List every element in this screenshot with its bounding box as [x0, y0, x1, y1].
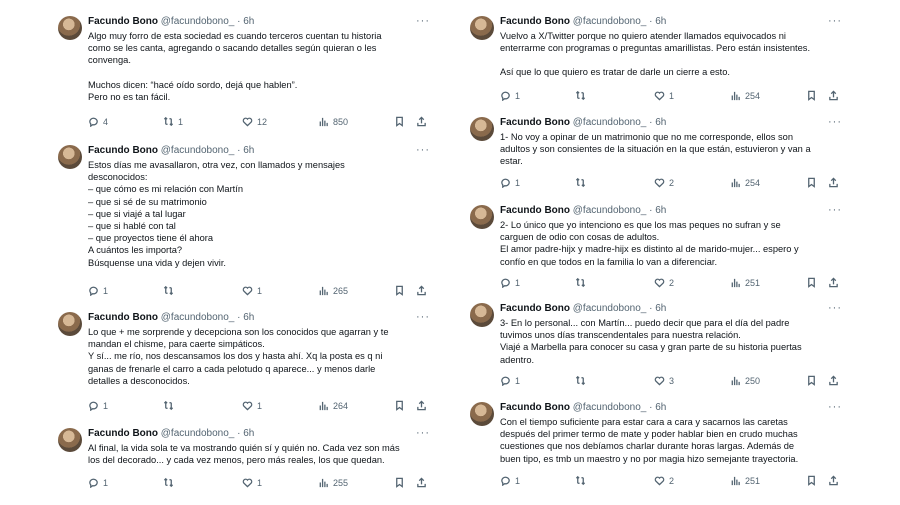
avatar[interactable]	[58, 145, 82, 169]
author-handle[interactable]: @facundobono_	[160, 16, 235, 27]
share-icon	[828, 375, 839, 388]
more-options-icon[interactable]: ···	[416, 311, 430, 323]
tweet-line: ganas de frenarle el carro a cada pelotudo q aparece... y menos darle	[88, 363, 376, 374]
tweet-line: 1- No voy a opinar de un matrimonio que no me corresponde, ellos son	[500, 132, 794, 142]
more-options-icon[interactable]: ···	[828, 302, 842, 314]
timestamp[interactable]: 6h	[243, 428, 255, 439]
retweet-icon	[575, 475, 586, 488]
views-button[interactable]	[318, 284, 348, 298]
views-icon	[730, 177, 741, 190]
tweet-actions	[500, 374, 840, 388]
heart-icon	[654, 90, 665, 103]
tweet-line: Muchos dicen: “hacé oído sordo, dejá que hablen”.	[88, 79, 298, 90]
tweet-line: tuvimos unos días transcendentales para nuestra relación.	[500, 330, 741, 341]
tweet-line: – que si hablé con tal	[88, 221, 176, 232]
tweet-line: Viajé a Marbella para conocer su casa y gran parte de su historia puertas	[500, 342, 802, 353]
retweet-button[interactable]	[575, 374, 590, 388]
tweet-line: desconocidos:	[88, 172, 148, 183]
paragraph-gap	[88, 67, 406, 79]
retweet-button[interactable]	[575, 176, 590, 190]
views-icon	[730, 277, 741, 290]
heart-icon	[242, 285, 253, 298]
tweet-actions	[500, 176, 840, 190]
views-icon	[730, 475, 741, 488]
more-options-icon[interactable]: ···	[828, 116, 842, 128]
reply-icon	[500, 475, 511, 488]
tweet-actions	[88, 115, 428, 129]
share-button[interactable]	[828, 176, 839, 190]
tweet-line: Y sí... me río, nos descansamos los dos y hasta ahí. Xq la posta es q ni	[88, 351, 383, 362]
tweet-text	[88, 159, 406, 269]
avatar[interactable]	[470, 303, 494, 327]
views-button[interactable]	[730, 474, 760, 488]
timestamp[interactable]: 6h	[655, 402, 667, 413]
reply-button-count: 1	[515, 476, 521, 486]
views-button[interactable]	[730, 89, 760, 103]
like-button[interactable]	[242, 115, 267, 129]
tweet-header	[500, 303, 666, 317]
reply-button-count: 1	[515, 178, 521, 188]
share-button[interactable]	[828, 474, 839, 488]
like-button-count: 1	[257, 478, 263, 488]
heart-icon	[654, 475, 665, 488]
tweet-actions	[500, 89, 840, 103]
heart-icon	[654, 375, 665, 388]
author-name[interactable]: Facundo Bono	[88, 312, 158, 323]
views-icon	[730, 90, 741, 103]
views-icon	[318, 477, 329, 490]
tweet-line: después del primer termo de mate y poder hablar bien en crudo muchas	[500, 429, 798, 440]
tweet-line: Lo que + me sorprende y decepciona son los conocidos que agarran y te	[88, 327, 389, 337]
author-handle[interactable]: @facundobono_	[572, 16, 647, 27]
reply-button[interactable]	[500, 176, 520, 190]
more-options-icon[interactable]: ···	[416, 427, 430, 439]
tweet-line: mandan el chisme, para caerte simpáticos.	[88, 339, 265, 350]
like-button[interactable]	[654, 176, 674, 190]
tweet-actions	[88, 399, 428, 413]
avatar[interactable]	[58, 428, 82, 452]
tweet-line: adentro.	[500, 354, 535, 365]
like-button-count: 1	[669, 91, 675, 101]
reply-button[interactable]	[88, 115, 108, 129]
like-button-count: 2	[669, 476, 675, 486]
reply-button[interactable]	[88, 284, 108, 298]
share-icon	[416, 116, 427, 129]
reply-button[interactable]	[500, 474, 520, 488]
timestamp[interactable]: 6h	[655, 205, 667, 216]
reply-button-count: 4	[103, 117, 109, 127]
author-name[interactable]: Facundo Bono	[88, 145, 158, 156]
separator: ·	[646, 402, 656, 413]
more-options-icon[interactable]: ···	[828, 204, 842, 216]
tweet-text	[88, 442, 406, 466]
retweet-button-count: 1	[178, 117, 184, 127]
views-button[interactable]	[730, 276, 760, 290]
like-button-count: 12	[257, 117, 268, 127]
author-name[interactable]: Facundo Bono	[500, 303, 570, 314]
tweet-line: El amor padre-hijx y madre-hijx es distinto al de marido-mujer... espero y	[500, 244, 799, 255]
retweet-icon	[575, 177, 586, 190]
tweet-line: carguen de odio con cosas de adultos.	[500, 232, 660, 243]
like-button[interactable]	[654, 276, 674, 290]
heart-icon	[654, 177, 665, 190]
bookmark-icon	[394, 477, 405, 490]
paragraph-gap	[500, 54, 818, 66]
bookmark-button[interactable]	[394, 115, 405, 129]
retweet-button[interactable]	[163, 284, 178, 298]
retweet-icon	[575, 90, 586, 103]
reply-button-count: 1	[103, 401, 109, 411]
share-icon	[828, 90, 839, 103]
like-button[interactable]	[654, 474, 674, 488]
tweet-line: detalles a desconocidos.	[88, 375, 190, 386]
tweet-text	[500, 416, 818, 465]
views-icon	[730, 375, 741, 388]
tweet-header	[88, 428, 254, 442]
tweet-line: los del decorado... y cada vez menos, pero más reales, los que quedan.	[88, 455, 385, 466]
author-handle[interactable]: @facundobono_	[160, 428, 235, 439]
author-handle[interactable]: @facundobono_	[572, 402, 647, 413]
tweet-text	[500, 219, 818, 268]
tweet-line: – que cómo es mi relación con Martín	[88, 184, 244, 195]
tweet-text	[88, 326, 406, 387]
tweet-line: – que proyectos tiene él ahora	[88, 233, 214, 244]
like-button-count: 2	[669, 178, 675, 188]
timestamp[interactable]: 6h	[243, 312, 255, 323]
tweet-text	[88, 30, 406, 103]
separator: ·	[646, 16, 656, 27]
bookmark-icon	[806, 375, 817, 388]
bookmark-button[interactable]	[806, 276, 817, 290]
timestamp[interactable]: 6h	[243, 16, 255, 27]
retweet-icon	[163, 477, 174, 490]
like-button-count: 1	[257, 286, 263, 296]
reply-icon	[500, 277, 511, 290]
bookmark-icon	[806, 277, 817, 290]
bookmark-button[interactable]	[806, 89, 817, 103]
like-button[interactable]	[242, 284, 262, 298]
tweet-header	[500, 205, 666, 219]
bookmark-icon	[394, 116, 405, 129]
views-button-count: 254	[745, 178, 761, 188]
bookmark-icon	[806, 90, 817, 103]
tweet-line: Así que lo que quiero es tratar de darle un cierre a esto.	[500, 67, 730, 78]
avatar[interactable]	[58, 16, 82, 40]
like-button-count: 3	[669, 376, 675, 386]
heart-icon	[242, 116, 253, 129]
timestamp[interactable]: 6h	[655, 16, 667, 27]
views-button-count: 251	[745, 476, 761, 486]
share-button[interactable]	[828, 276, 839, 290]
tweet-text	[500, 131, 818, 168]
reply-icon	[88, 116, 99, 129]
tweet-line: Con el tiempo suficiente para estar cara a cara y sacarnos las caretas	[500, 417, 788, 427]
like-button-count: 2	[669, 278, 675, 288]
retweet-icon	[163, 400, 174, 413]
share-icon	[828, 177, 839, 190]
heart-icon	[654, 277, 665, 290]
bookmark-icon	[806, 475, 817, 488]
author-name[interactable]: Facundo Bono	[500, 402, 570, 413]
retweet-button[interactable]	[575, 89, 590, 103]
retweet-button[interactable]	[575, 276, 590, 290]
separator: ·	[646, 117, 656, 128]
share-icon	[416, 400, 427, 413]
like-button-count: 1	[257, 401, 263, 411]
avatar[interactable]	[470, 402, 494, 426]
views-button-count: 265	[333, 286, 349, 296]
heart-icon	[242, 400, 253, 413]
reply-icon	[88, 477, 99, 490]
reply-button[interactable]	[88, 476, 108, 490]
separator: ·	[234, 428, 244, 439]
views-icon	[318, 285, 329, 298]
retweet-icon	[163, 116, 174, 129]
retweet-button[interactable]	[163, 115, 183, 129]
more-options-icon[interactable]: ···	[828, 15, 842, 27]
author-handle[interactable]: @facundobono_	[160, 312, 235, 323]
reply-button-count: 1	[103, 286, 109, 296]
tweet-text	[500, 317, 818, 366]
tweet-line: Al final, la vida sola te va mostrando quién sí y quién no. Cada vez son más	[88, 443, 400, 453]
avatar[interactable]	[470, 205, 494, 229]
tweet-line: enterrarme con programas o preguntas amarillistas. Pero están insistentes.	[500, 43, 811, 54]
like-button[interactable]	[654, 374, 674, 388]
reply-button[interactable]	[500, 374, 520, 388]
more-options-icon[interactable]: ···	[416, 144, 430, 156]
timestamp[interactable]: 6h	[243, 145, 255, 156]
author-name[interactable]: Facundo Bono	[88, 428, 158, 439]
tweet-header	[88, 312, 254, 326]
separator: ·	[234, 145, 244, 156]
views-button[interactable]	[730, 374, 760, 388]
tweet-line: convenga.	[88, 55, 131, 66]
bookmark-button[interactable]	[806, 176, 817, 190]
author-handle[interactable]: @facundobono_	[160, 145, 235, 156]
tweet-line: como se les canta, agregando o sacando detalles según quieran o les	[88, 43, 377, 54]
tweet-header	[500, 16, 666, 30]
reply-icon	[500, 375, 511, 388]
share-icon	[416, 477, 427, 490]
tweet-line: Vuelvo a X/Twitter porque no quiero atender llamados equivocados ni	[500, 31, 786, 41]
author-name[interactable]: Facundo Bono	[500, 205, 570, 216]
views-button[interactable]	[318, 399, 348, 413]
bookmark-button[interactable]	[394, 284, 405, 298]
views-button[interactable]	[318, 476, 348, 490]
retweet-button[interactable]	[575, 474, 590, 488]
share-button[interactable]	[416, 284, 427, 298]
like-button[interactable]	[242, 476, 262, 490]
views-button[interactable]	[730, 176, 760, 190]
bookmark-icon	[394, 400, 405, 413]
author-name[interactable]: Facundo Bono	[88, 16, 158, 27]
separator: ·	[234, 312, 244, 323]
author-handle[interactable]: @facundobono_	[572, 205, 647, 216]
reply-button-count: 1	[515, 91, 521, 101]
tweet-line: 3- En lo personal... con Martín... puedo decir que para el día del padre	[500, 318, 790, 328]
reply-button[interactable]	[500, 89, 520, 103]
views-button-count: 264	[333, 401, 349, 411]
bookmark-button[interactable]	[806, 374, 817, 388]
retweet-icon	[163, 285, 174, 298]
like-button[interactable]	[654, 89, 674, 103]
author-handle[interactable]: @facundobono_	[572, 117, 647, 128]
tweet-header	[500, 117, 666, 131]
tweet-line: adultos y son consientes de la situación en la que están, estuvieron y van a	[500, 144, 811, 155]
tweet-line: 2- Lo único que yo intenciono es que los mas peques no sufran y se	[500, 220, 781, 230]
share-button[interactable]	[828, 89, 839, 103]
author-name[interactable]: Facundo Bono	[500, 117, 570, 128]
tweet-header	[88, 145, 254, 159]
bookmark-button[interactable]	[394, 399, 405, 413]
tweet-actions	[500, 276, 840, 290]
views-button-count: 850	[333, 117, 349, 127]
author-handle[interactable]: @facundobono_	[572, 303, 647, 314]
tweet-text	[500, 30, 818, 79]
tweet-line: – que si sé de su matrimonio	[88, 196, 207, 207]
retweet-button[interactable]	[163, 399, 178, 413]
retweet-icon	[575, 277, 586, 290]
bookmark-button[interactable]	[806, 474, 817, 488]
bookmark-icon	[394, 285, 405, 298]
tweet-header	[500, 402, 666, 416]
tweet-line: Estos días me avasallaron, otra vez, con llamados y mensajes	[88, 160, 345, 170]
share-button[interactable]	[416, 115, 427, 129]
tweet-line: – que si viajé a tal lugar	[88, 208, 186, 219]
views-button-count: 251	[745, 278, 761, 288]
author-name[interactable]: Facundo Bono	[500, 16, 570, 27]
tweet-line: Búsquense una vida y dejen vivir.	[88, 257, 226, 268]
tweet-line: estar.	[500, 156, 523, 167]
reply-icon	[88, 400, 99, 413]
reply-button[interactable]	[500, 276, 520, 290]
reply-button-count: 1	[515, 376, 521, 386]
reply-button-count: 1	[515, 278, 521, 288]
reply-icon	[500, 177, 511, 190]
separator: ·	[646, 205, 656, 216]
views-icon	[318, 116, 329, 129]
views-button-count: 255	[333, 478, 349, 488]
tweet-actions	[88, 476, 428, 490]
like-button[interactable]	[242, 399, 262, 413]
tweet-line: A cuántos les importa?	[88, 245, 183, 256]
tweet-line: cuestiones que nos debíamos charlar durante horas largas. Además de	[500, 441, 795, 452]
share-button[interactable]	[416, 399, 427, 413]
reply-icon	[88, 285, 99, 298]
share-icon	[416, 285, 427, 298]
more-options-icon[interactable]: ···	[828, 401, 842, 413]
share-button[interactable]	[828, 374, 839, 388]
tweet-line: buen tipo, es tmb un maestro y no por magia hizo semejante trayectoria.	[500, 453, 799, 464]
views-button[interactable]	[318, 115, 348, 129]
tweet-actions	[500, 474, 840, 488]
share-button[interactable]	[416, 476, 427, 490]
avatar[interactable]	[470, 117, 494, 141]
separator: ·	[234, 16, 244, 27]
bookmark-icon	[806, 177, 817, 190]
timestamp[interactable]: 6h	[655, 303, 667, 314]
reply-button-count: 1	[103, 478, 109, 488]
bookmark-button[interactable]	[394, 476, 405, 490]
reply-button[interactable]	[88, 399, 108, 413]
tweet-line: Algo muy forro de esta sociedad es cuando terceros cuentan tu historia	[88, 31, 382, 41]
timestamp[interactable]: 6h	[655, 117, 667, 128]
views-button-count: 250	[745, 376, 761, 386]
separator: ·	[646, 303, 656, 314]
share-icon	[828, 475, 839, 488]
retweet-button[interactable]	[163, 476, 178, 490]
heart-icon	[242, 477, 253, 490]
tweet-header	[88, 16, 254, 30]
views-button-count: 254	[745, 91, 761, 101]
avatar[interactable]	[470, 16, 494, 40]
tweet-actions	[88, 284, 428, 298]
share-icon	[828, 277, 839, 290]
tweet-line: Pero no es tan fácil.	[88, 91, 171, 102]
more-options-icon[interactable]: ···	[416, 15, 430, 27]
reply-icon	[500, 90, 511, 103]
views-icon	[318, 400, 329, 413]
avatar[interactable]	[58, 312, 82, 336]
tweet-line: confío en que todos en la familia lo van a diferenciar.	[500, 256, 718, 267]
retweet-icon	[575, 375, 586, 388]
